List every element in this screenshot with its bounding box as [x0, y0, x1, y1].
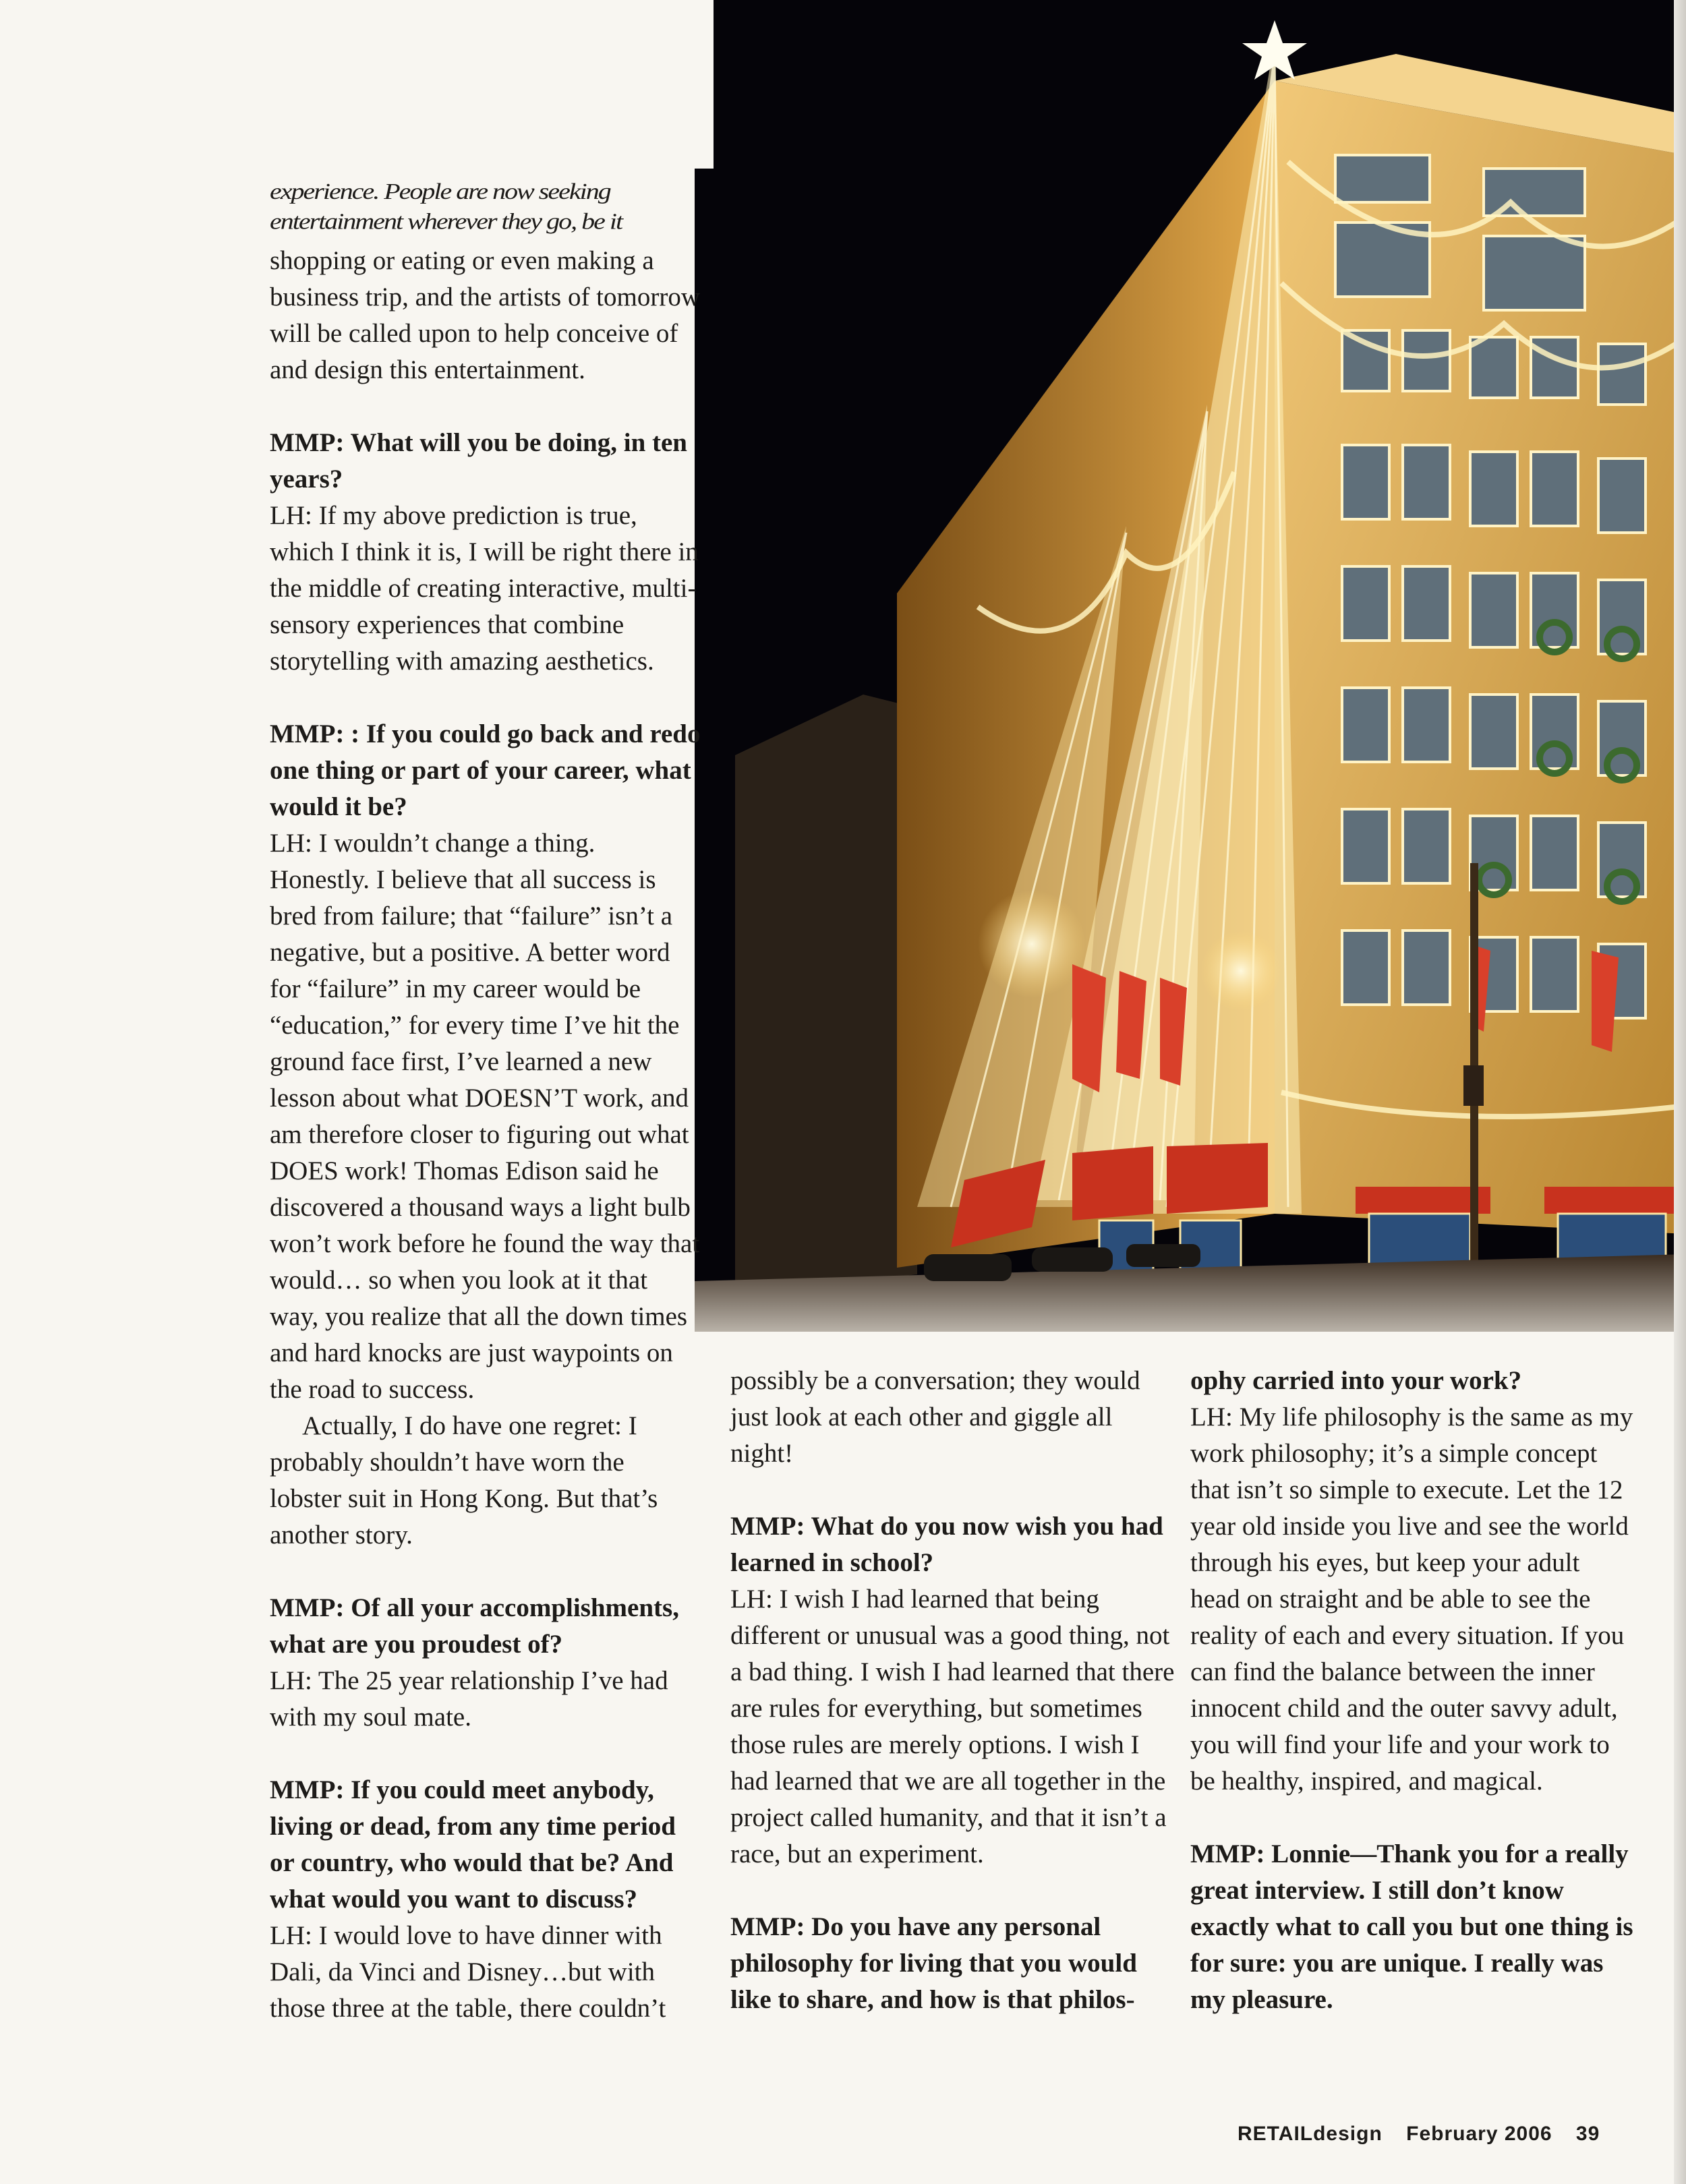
article-column-1: [270, 243, 701, 2027]
interview-question: MMP: Of all your accomplishments, what are you proudest of?: [270, 1593, 679, 1659]
interview-answer: LH: I would love to have dinner with Dali, da Vinci and Disney…but with those three at the table, there couldn’t: [270, 1921, 666, 2023]
interview-question: MMP: If you could meet anybody, living or dead, from any time period or country, who would that be? And what would you want to discuss?: [270, 1775, 676, 1914]
page-footer: [1238, 2123, 1642, 2146]
page-number: 39: [1575, 2123, 1600, 2145]
interview-question: MMP: : If you could go back and redo one thing or part of your career, what would it be?: [270, 719, 701, 821]
article-column-3: [1190, 1363, 1635, 2018]
publication-name: RETAILdesign: [1238, 2123, 1383, 2145]
paragraph: shopping or eating or even making a business trip, and the artists of tomorrow will be called upon to help conceive of and design this entertainment.: [270, 246, 700, 384]
interview-answer: LH: My life philosophy is the same as my work philosophy; it’s a simple concept that isn’t so simple to execute. Let the 12 year old inside you live and see the world through his eyes, but keep your adult head on straight and be able to see the reality of each and every situation. If you can find the balance between the inner innocent child and the outer savvy adult, you will find your life and your work to be healthy, inspired, and magical.: [1190, 1403, 1633, 1796]
lead-in-text: [270, 177, 622, 236]
issue-date: February 2006: [1406, 2123, 1552, 2145]
lead-line-2: entertainment wherever they go, be it: [270, 208, 622, 234]
closing-remark: MMP: Lonnie—Thank you for a really great interview. I still don’t know exactly what to call you but one thing is for sure: you are unique. I really was my pleasure.: [1190, 1839, 1633, 2014]
interview-question-continued: ophy carried into your work?: [1190, 1366, 1522, 1395]
interview-answer: LH: I wish I had learned that being different or unusual was a good thing, not a bad thing. I wish I had learned that there are rules for everything, but sometimes those rules are merely options. I wish I had learned that we are all together in the project called humanity, and that it isn’t a race, but an experiment.: [730, 1585, 1175, 1868]
interview-answer: LH: If my above prediction is true, which I think it is, I will be right there in the middle of creating interactive, multi-sensory experiences that combine storytelling with amazing aesthetics.: [270, 501, 699, 676]
lead-line-1: experience. People are now seeking: [270, 178, 610, 204]
interview-answer: LH: I wouldn’t change a thing. Honestly. I believe that all success is bred from failure; that “failure” isn’t a negative, but a positive. A better word for “failure” in my career would be “education,” for every time I’ve hit the ground face first, I’ve learned a new lesson about what DOESN’T work, and am therefore closer to figuring out what DOES work! Thomas Edison said he discovered a thousand ways a light bulb won’t work before he found the way that would… so when you look at it that way, you realize that all the down times and hard knocks are just waypoints on the road to success.: [270, 829, 700, 1404]
holiday-lights-building-photo: [695, 0, 1686, 1332]
interview-question: MMP: Do you have any personal philosophy for living that you would like to share, and how is that philos-: [730, 1912, 1137, 2014]
interview-answer-continued: Actually, I do have one regret: I probably shouldn’t have worn the lobster suit in Hong Kong. But that’s another story.: [270, 1411, 658, 1550]
page-edge-shadow: [1674, 0, 1686, 2184]
interview-question: MMP: What will you be doing, in ten years?: [270, 428, 687, 494]
photo-corner-notch: [695, 0, 714, 169]
interview-answer: LH: The 25 year relationship I’ve had with my soul mate.: [270, 1666, 668, 1732]
building-illustration: [695, 0, 1686, 1332]
paragraph: possibly be a conversation; they would just look at each other and giggle all night!: [730, 1366, 1140, 1468]
interview-question: MMP: What do you now wish you had learned in school?: [730, 1512, 1163, 1577]
article-column-2: [730, 1363, 1175, 2018]
